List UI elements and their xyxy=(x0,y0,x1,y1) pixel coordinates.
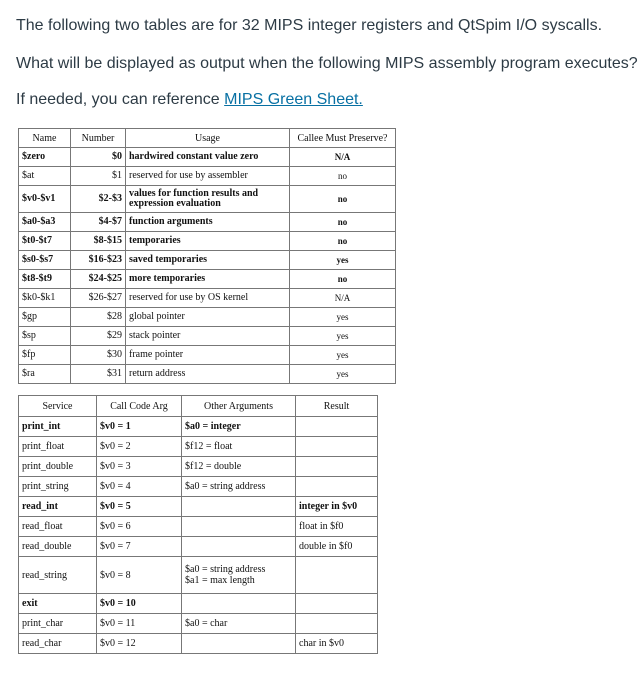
register-preserve: no xyxy=(290,186,396,213)
syscall-code: $v0 = 7 xyxy=(97,537,182,557)
syscall-header-service: Service xyxy=(19,396,97,417)
register-name: $fp xyxy=(19,346,71,365)
register-name: $ra xyxy=(19,365,71,384)
register-name: $at xyxy=(19,167,71,186)
register-number: $30 xyxy=(71,346,126,365)
syscall-args-line-1: $a0 = string address xyxy=(185,564,266,575)
syscall-code: $v0 = 3 xyxy=(97,457,182,477)
register-name: $a0-$a3 xyxy=(19,213,71,232)
syscall-result: double in $f0 xyxy=(296,537,378,557)
register-header-usage: Usage xyxy=(126,129,290,148)
syscall-code: $v0 = 12 xyxy=(97,634,182,654)
register-header-preserve: Callee Must Preserve? xyxy=(290,129,396,148)
register-name: $t8-$t9 xyxy=(19,270,71,289)
register-row xyxy=(19,251,396,270)
syscall-service: print_float xyxy=(19,437,97,457)
register-preserve: no xyxy=(290,232,396,251)
syscall-service: read_int xyxy=(19,497,97,517)
register-number: $31 xyxy=(71,365,126,384)
syscall-row xyxy=(19,417,378,437)
syscall-table-body xyxy=(19,417,378,654)
syscall-code: $v0 = 6 xyxy=(97,517,182,537)
syscall-args: $a0 = char xyxy=(182,614,296,634)
register-number: $0 xyxy=(71,148,126,167)
register-row xyxy=(19,346,396,365)
register-usage-line-1: values for function results and xyxy=(129,188,259,199)
register-table xyxy=(18,128,396,384)
register-number: $24-$25 xyxy=(71,270,126,289)
syscall-result xyxy=(296,594,378,614)
syscall-service: exit xyxy=(19,594,97,614)
syscall-code: $v0 = 8 xyxy=(97,557,182,594)
register-table-body xyxy=(19,148,396,384)
register-usage-line-2: expression evaluation xyxy=(129,198,221,209)
syscall-row xyxy=(19,614,378,634)
register-header-number: Number xyxy=(71,129,126,148)
syscall-args-line-2: $a1 = max length xyxy=(185,575,255,586)
syscall-code: $v0 = 4 xyxy=(97,477,182,497)
syscall-result xyxy=(296,557,378,594)
register-preserve: no xyxy=(290,270,396,289)
register-usage: frame pointer xyxy=(126,346,290,365)
register-name: $t0-$t7 xyxy=(19,232,71,251)
register-number: $28 xyxy=(71,308,126,327)
syscall-row xyxy=(19,634,378,654)
register-name: $v0-$v1 xyxy=(19,186,71,213)
register-number: $26-$27 xyxy=(71,289,126,308)
syscall-result xyxy=(296,437,378,457)
syscall-row xyxy=(19,557,378,594)
syscall-row xyxy=(19,517,378,537)
syscall-result xyxy=(296,457,378,477)
syscall-code: $v0 = 2 xyxy=(97,437,182,457)
syscall-args: $a0 = integer xyxy=(182,417,296,437)
syscall-header-code: Call Code Arg xyxy=(97,396,182,417)
syscall-args: $a0 = string address xyxy=(182,477,296,497)
register-usage: saved temporaries xyxy=(126,251,290,270)
syscall-service: read_string xyxy=(19,557,97,594)
syscall-result xyxy=(296,417,378,437)
register-name: $sp xyxy=(19,327,71,346)
syscall-code: $v0 = 10 xyxy=(97,594,182,614)
syscall-service: print_string xyxy=(19,477,97,497)
mips-green-sheet-link[interactable]: MIPS Green Sheet. xyxy=(224,91,363,108)
register-name: $k0-$k1 xyxy=(19,289,71,308)
register-usage: hardwired constant value zero xyxy=(126,148,290,167)
register-usage: temporaries xyxy=(126,232,290,251)
syscall-service: print_double xyxy=(19,457,97,477)
register-row xyxy=(19,148,396,167)
register-number: $8-$15 xyxy=(71,232,126,251)
register-number: $16-$23 xyxy=(71,251,126,270)
syscall-args: $f12 = double xyxy=(182,457,296,477)
syscall-header-row xyxy=(19,396,378,417)
register-usage xyxy=(126,186,290,213)
register-number: $29 xyxy=(71,327,126,346)
syscall-result xyxy=(296,477,378,497)
syscall-row xyxy=(19,457,378,477)
register-preserve: yes xyxy=(290,346,396,365)
register-row xyxy=(19,213,396,232)
syscall-result: integer in $v0 xyxy=(296,497,378,517)
syscall-service: print_char xyxy=(19,614,97,634)
syscall-code: $v0 = 1 xyxy=(97,417,182,437)
syscall-row xyxy=(19,537,378,557)
syscall-args: $f12 = float xyxy=(182,437,296,457)
syscall-code: $v0 = 5 xyxy=(97,497,182,517)
register-usage: more temporaries xyxy=(126,270,290,289)
register-row xyxy=(19,365,396,384)
syscall-args xyxy=(182,517,296,537)
syscall-service: read_double xyxy=(19,537,97,557)
register-row xyxy=(19,270,396,289)
syscall-result xyxy=(296,614,378,634)
register-row xyxy=(19,167,396,186)
question-line-2: What will be displayed as output when the following MIPS assembly program executes? xyxy=(16,55,638,72)
syscall-service: print_int xyxy=(19,417,97,437)
syscall-service: read_char xyxy=(19,634,97,654)
syscall-header-result: Result xyxy=(296,396,378,417)
syscall-args xyxy=(182,634,296,654)
syscall-args xyxy=(182,557,296,594)
syscall-args xyxy=(182,497,296,517)
syscall-args xyxy=(182,537,296,557)
register-preserve: yes xyxy=(290,365,396,384)
syscall-result: float in $f0 xyxy=(296,517,378,537)
register-usage: function arguments xyxy=(126,213,290,232)
register-preserve: yes xyxy=(290,327,396,346)
register-usage: global pointer xyxy=(126,308,290,327)
register-header-row xyxy=(19,129,396,148)
register-preserve: yes xyxy=(290,251,396,270)
register-row xyxy=(19,289,396,308)
register-usage: reserved for use by assembler xyxy=(126,167,290,186)
syscall-result: char in $v0 xyxy=(296,634,378,654)
register-preserve: N/A xyxy=(290,148,396,167)
register-preserve: no xyxy=(290,213,396,232)
question-line-3-prefix: If needed, you can reference xyxy=(16,91,225,108)
register-preserve: yes xyxy=(290,308,396,327)
syscall-row xyxy=(19,497,378,517)
syscall-code: $v0 = 11 xyxy=(97,614,182,634)
register-number: $1 xyxy=(71,167,126,186)
syscall-header-args: Other Arguments xyxy=(182,396,296,417)
register-name: $gp xyxy=(19,308,71,327)
register-preserve: N/A xyxy=(290,289,396,308)
register-name: $zero xyxy=(19,148,71,167)
register-row xyxy=(19,232,396,251)
register-usage: return address xyxy=(126,365,290,384)
register-number: $4-$7 xyxy=(71,213,126,232)
syscall-row xyxy=(19,437,378,457)
syscall-args xyxy=(182,594,296,614)
syscall-row xyxy=(19,594,378,614)
register-row xyxy=(19,186,396,213)
register-usage: reserved for use by OS kernel xyxy=(126,289,290,308)
register-row xyxy=(19,327,396,346)
question-line-3 xyxy=(16,91,363,109)
syscall-table xyxy=(18,395,378,654)
register-number: $2-$3 xyxy=(71,186,126,213)
question-line-1: The following two tables are for 32 MIPS integer registers and QtSpim I/O syscalls. xyxy=(16,17,603,34)
register-preserve: no xyxy=(290,167,396,186)
register-name: $s0-$s7 xyxy=(19,251,71,270)
register-row xyxy=(19,308,396,327)
register-usage: stack pointer xyxy=(126,327,290,346)
syscall-service: read_float xyxy=(19,517,97,537)
syscall-row xyxy=(19,477,378,497)
register-header-name: Name xyxy=(19,129,71,148)
